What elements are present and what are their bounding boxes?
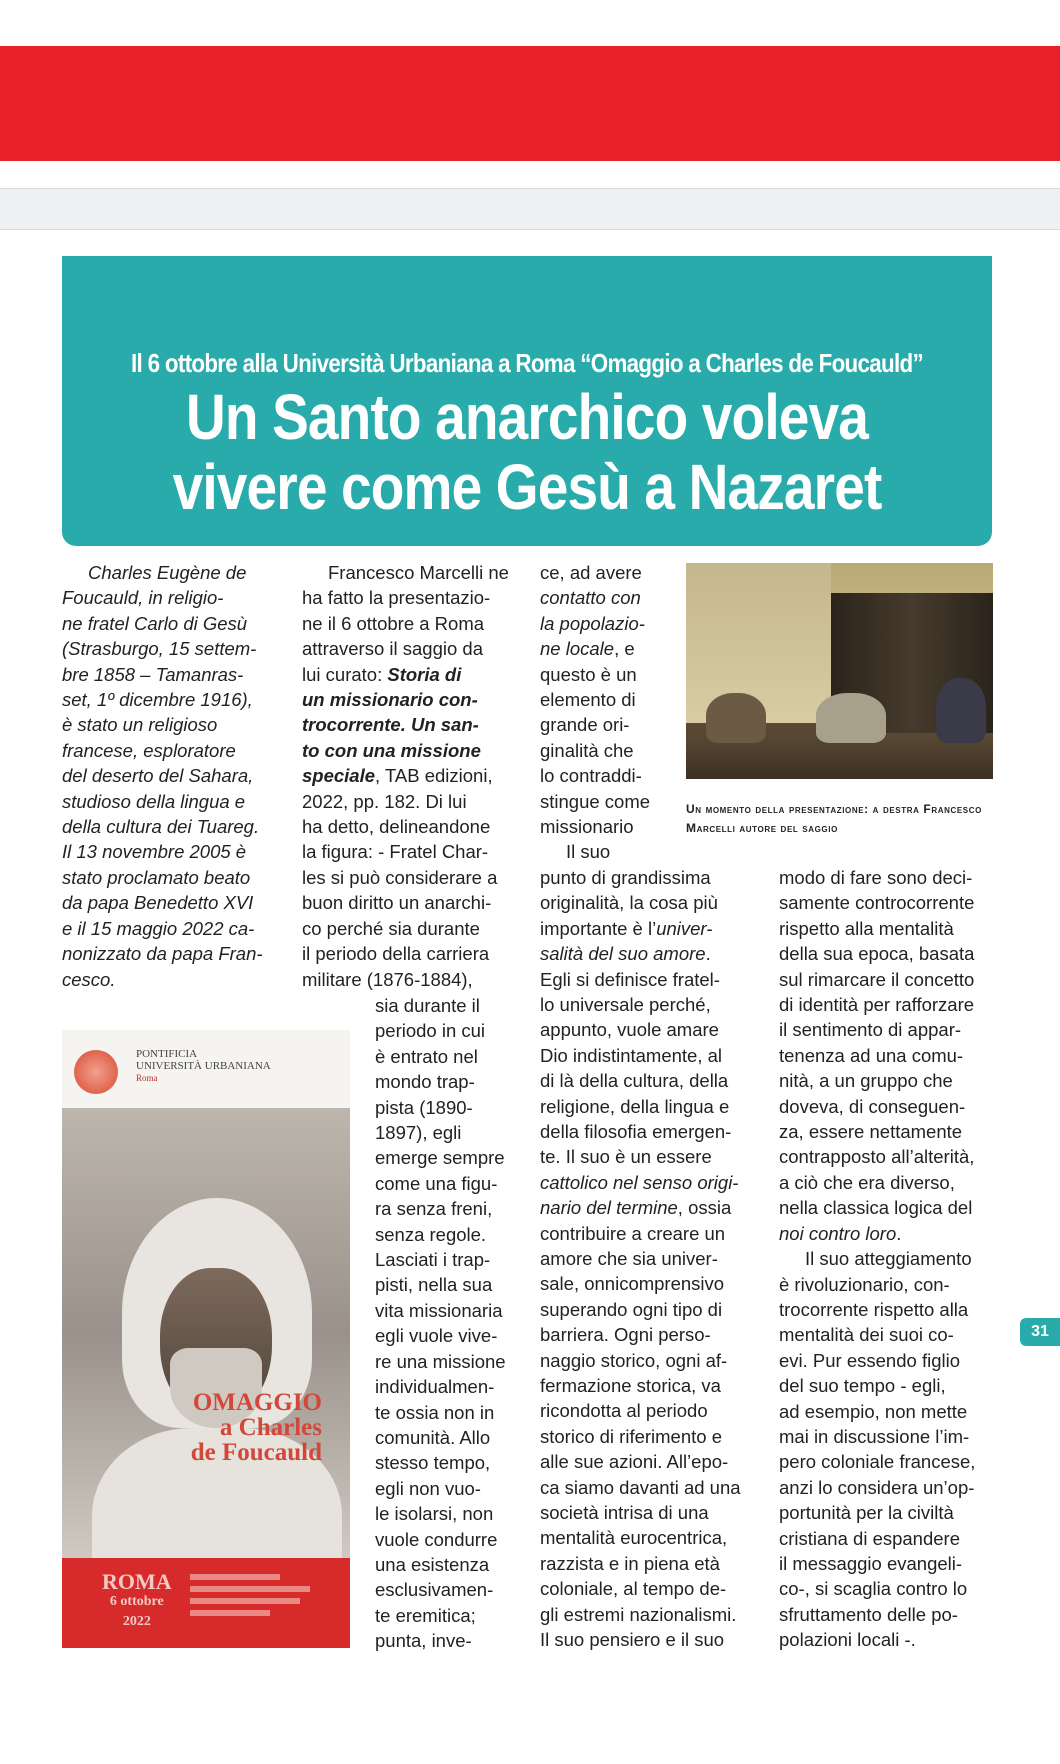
university-name xyxy=(136,1048,271,1084)
body-column-2 xyxy=(302,560,516,992)
body-line: barriera. Ogni perso- xyxy=(540,1324,711,1346)
headline-line-2: vivere come Gesù a Nazaret xyxy=(172,451,882,523)
body-line: contatto con xyxy=(540,587,641,609)
university-city: Roma xyxy=(136,1073,158,1083)
body-line: sale, onnicomprensivo xyxy=(540,1273,725,1295)
body-line: lo contraddi- xyxy=(540,765,642,787)
body-line: modo di fare sono deci- xyxy=(779,867,973,888)
intro-line: bre 1858 – Tamanras- xyxy=(62,663,244,685)
title-banner xyxy=(62,256,992,546)
body-line: contrapposto all’alterità, xyxy=(779,1146,975,1168)
body-line: vuole condurre xyxy=(375,1528,498,1550)
body-line: co-, si scaglia contro lo xyxy=(779,1578,968,1600)
body-line: re una missione xyxy=(375,1350,506,1372)
body-column-3-narrow xyxy=(540,560,662,865)
intro-line: nonizzato da papa Fran- xyxy=(62,943,263,965)
body-line: comunità. Allo xyxy=(375,1426,491,1448)
poster-city: ROMA xyxy=(102,1569,172,1594)
body-line: il periodo della carriera xyxy=(302,943,490,965)
body-line xyxy=(302,662,516,687)
body-line: ad esempio, non mette xyxy=(779,1400,968,1422)
body-line: attraverso il saggio da xyxy=(302,638,483,660)
body-line: la popolazio- xyxy=(540,612,645,634)
university-name-line: PONTIFICIA xyxy=(136,1048,198,1060)
body-line: cattolico nel senso origi- xyxy=(540,1171,739,1193)
body-line: periodo in cui xyxy=(375,1020,486,1042)
body-line: storico di riferimento e xyxy=(540,1425,722,1447)
body-line: sfruttamento delle po- xyxy=(779,1603,958,1625)
body-line: doveva, di conseguen- xyxy=(779,1095,966,1117)
intro-line: studioso della lingua e xyxy=(62,790,246,812)
intro-column xyxy=(62,560,276,992)
intro-line: (Strasburgo, 15 settem- xyxy=(62,638,257,660)
body-column-2-continued xyxy=(375,993,516,1654)
body-line: mai in discussione l’im- xyxy=(779,1425,970,1447)
body-line: anzi lo considera un’op- xyxy=(779,1476,975,1498)
body-line: 2022, pp. 182. Di lui xyxy=(302,790,467,812)
event-poster xyxy=(62,1030,350,1648)
body-line: punto di grandissima xyxy=(540,866,711,888)
intro-line: set, 1º dicembre 1916), xyxy=(62,689,253,711)
poster-title-line: de Foucauld xyxy=(190,1439,322,1466)
book-title: trocorrente. Un san- xyxy=(302,714,479,736)
body-line: te eremitica; xyxy=(375,1604,476,1626)
body-line: stingue come xyxy=(540,790,651,812)
body-line: punta, inve- xyxy=(375,1630,472,1652)
photo-person xyxy=(706,693,766,743)
body-line: te. Il suo è un essere xyxy=(540,1146,712,1168)
body-line: il sentimento di appar- xyxy=(779,1019,962,1041)
kicker: Il 6 ottobre alla Università Urbaniana a Roma “Omaggio a Charles de Foucauld” xyxy=(131,348,923,378)
body-line: Dio indistintamente, al xyxy=(540,1044,723,1066)
body-line: della sua epoca, basata xyxy=(779,943,975,965)
body-line: buon diritto un anarchi- xyxy=(302,892,492,914)
intro-line: Foucauld, in religio- xyxy=(62,587,224,609)
intro-line: Il 13 novembre 2005 è xyxy=(62,841,247,863)
body-line: grande ori- xyxy=(540,714,630,736)
body-line: questo è un xyxy=(540,663,637,685)
poster-day: 6 ottobre xyxy=(109,1594,164,1609)
body-line: del suo tempo - egli, xyxy=(779,1375,946,1397)
intro-line: della cultura dei Tuareg. xyxy=(62,816,260,838)
body-line: la figura: - Fratel Char- xyxy=(302,841,489,863)
grey-separator-bar xyxy=(0,188,1060,230)
body-line: una esistenza xyxy=(375,1553,490,1575)
body-line: Il suo xyxy=(566,841,611,863)
body-line xyxy=(302,763,516,788)
body-line: della filosofia emergen- xyxy=(540,1120,732,1142)
body-line: di identità per rafforzare xyxy=(779,994,975,1016)
page-top-margin xyxy=(0,0,1060,46)
body-line xyxy=(540,941,752,966)
body-line: pista (1890- xyxy=(375,1096,473,1118)
text-run: ne locale xyxy=(540,638,615,660)
body-line: 1897), egli xyxy=(375,1122,462,1144)
body-line: razzista e in piena età xyxy=(540,1552,720,1574)
body-line: coloniale, al tempo de- xyxy=(540,1578,727,1600)
presentation-photo xyxy=(686,563,993,779)
body-line: co perché sia durante xyxy=(302,917,480,939)
body-line: militare (1876-1884), xyxy=(302,968,473,990)
text-run: . xyxy=(896,1222,902,1244)
book-title: un missionario con- xyxy=(302,689,478,711)
body-line: nità, a un gruppo che xyxy=(779,1070,953,1092)
body-line: ha detto, delineandone xyxy=(302,816,491,838)
body-line: Francesco Marcelli ne xyxy=(328,562,509,583)
body-line: egli non vuo- xyxy=(375,1477,481,1499)
body-line: ca siamo davanti ad una xyxy=(540,1476,741,1498)
body-line: alle sue azioni. All’epo- xyxy=(540,1451,729,1473)
body-line xyxy=(540,636,662,661)
body-line: a ciò che era diverso, xyxy=(779,1171,955,1193)
body-line: amore che sia univer- xyxy=(540,1247,718,1269)
body-line: esclusivamen- xyxy=(375,1579,494,1601)
body-line: Il suo pensiero e il suo xyxy=(540,1629,725,1651)
body-line: appunto, vuole amare xyxy=(540,1019,719,1041)
body-line: contribuire a creare un xyxy=(540,1222,726,1244)
body-line: è rivoluzionario, con- xyxy=(779,1273,950,1295)
text-run: , ossia xyxy=(677,1197,732,1219)
photo-caption: Un momento della presentazione: a destra Francesco Marcelli autore del saggio xyxy=(686,802,982,835)
body-line xyxy=(779,1221,993,1246)
body-line: il messaggio evangeli- xyxy=(779,1552,963,1574)
body-line: naggio storico, ogni af- xyxy=(540,1349,728,1371)
body-line: sia durante il xyxy=(375,995,480,1016)
body-line: le isolarsi, non xyxy=(375,1503,494,1525)
body-line xyxy=(540,916,752,941)
body-line: di là della cultura, della xyxy=(540,1070,729,1092)
body-line: gli estremi nazionalismi. xyxy=(540,1603,737,1625)
body-line: vita missionaria xyxy=(375,1299,503,1321)
body-line: nella classica logica del xyxy=(779,1197,973,1219)
body-line: za, essere nettamente xyxy=(779,1121,963,1143)
text-run: . xyxy=(705,943,711,965)
body-line: ricondotta al periodo xyxy=(540,1400,708,1422)
red-header-band xyxy=(0,46,1060,161)
body-line: mentalità dei suoi co- xyxy=(779,1324,954,1346)
headline xyxy=(127,382,927,522)
intro-line: Charles Eugène de xyxy=(88,562,247,583)
text-run: noi contro loro xyxy=(779,1222,897,1244)
body-line: ce, ad avere xyxy=(540,562,642,583)
body-line: rispetto alla mentalità xyxy=(779,917,954,939)
body-line: ginalità che xyxy=(540,739,634,761)
text-run: , e xyxy=(614,638,635,660)
body-line: cristiana di espandere xyxy=(779,1527,960,1549)
book-title: speciale xyxy=(302,765,376,787)
foucauld-portrait xyxy=(62,1108,350,1558)
body-line: elemento di xyxy=(540,689,636,711)
intro-line: del deserto del Sahara, xyxy=(62,765,254,787)
intro-line: ne fratel Carlo di Gesù xyxy=(62,612,248,634)
poster-title-line: a Charles xyxy=(219,1414,322,1441)
photo-person xyxy=(816,693,886,743)
body-line: trocorrente rispetto alla xyxy=(779,1298,969,1320)
body-line: sul rimarcare il concetto xyxy=(779,968,975,990)
body-line: religione, della lingua e xyxy=(540,1095,730,1117)
body-line: mentalità eurocentrica, xyxy=(540,1527,728,1549)
body-line: ne il 6 ottobre a Roma xyxy=(302,612,485,634)
body-line: Egli si definisce fratel- xyxy=(540,968,720,990)
text-run: salità del suo amore xyxy=(540,943,706,965)
body-line: pero coloniale francese, xyxy=(779,1451,976,1473)
body-line: pisti, nella sua xyxy=(375,1274,493,1296)
body-line: evi. Pur essendo figlio xyxy=(779,1349,960,1371)
body-line: originalità, la cosa più xyxy=(540,892,718,914)
page-number: 31 xyxy=(1020,1318,1060,1346)
text-run: nario del termine xyxy=(540,1197,678,1219)
poster-venue-info xyxy=(190,1574,330,1616)
intro-line: cesco. xyxy=(62,968,116,990)
body-line: come una figu- xyxy=(375,1172,498,1194)
book-title: to con una missione xyxy=(302,739,481,761)
intro-line: e il 15 maggio 2022 ca- xyxy=(62,917,255,939)
text-run: , TAB edizioni, xyxy=(375,765,493,787)
intro-line: è stato un religioso xyxy=(62,714,218,736)
poster-footer xyxy=(62,1558,350,1648)
body-line: superando ogni tipo di xyxy=(540,1298,723,1320)
book-title: Storia di xyxy=(387,663,462,685)
body-line: portunità per la civiltà xyxy=(779,1502,954,1524)
body-line: stesso tempo, xyxy=(375,1452,491,1474)
university-logo-icon xyxy=(74,1050,118,1094)
poster-date xyxy=(102,1569,172,1632)
body-line: senza regole. xyxy=(375,1223,487,1245)
poster-title-line: OMAGGIO xyxy=(192,1389,322,1416)
body-line: ra senza freni, xyxy=(375,1198,493,1220)
university-name-line: UNIVERSITÀ URBANIANA xyxy=(136,1060,271,1072)
intro-line: francese, esploratore xyxy=(62,739,236,761)
body-line: ha fatto la presentazio- xyxy=(302,587,491,609)
body-line: tenenza ad una comu- xyxy=(779,1044,964,1066)
body-line: samente controcorrente xyxy=(779,892,975,914)
body-line: egli vuole vive- xyxy=(375,1325,498,1347)
body-line: fermazione storica, va xyxy=(540,1375,721,1396)
intro-line: stato proclamato beato xyxy=(62,866,251,888)
body-line xyxy=(540,1195,752,1220)
body-line: missionario xyxy=(540,816,634,838)
headline-line-1: Un Santo anarchico voleva xyxy=(185,381,869,453)
poster-year: 2022 xyxy=(122,1614,151,1629)
body-line: polazioni locali -. xyxy=(779,1629,916,1651)
body-line: les si può considerare a xyxy=(302,866,498,888)
body-line: Il suo atteggiamento xyxy=(805,1248,972,1270)
body-line: società intrisa di una xyxy=(540,1502,709,1524)
body-column-4 xyxy=(779,865,993,1653)
body-line: è entrato nel xyxy=(375,1045,478,1067)
text-run: importante è l’ xyxy=(540,917,657,939)
body-line: lo universale perché, xyxy=(540,993,711,1015)
text-run: lui curato: xyxy=(302,663,388,685)
body-line: mondo trap- xyxy=(375,1071,475,1093)
photo-person xyxy=(936,678,986,743)
intro-line: da papa Benedetto XVI xyxy=(62,892,254,914)
body-line: emerge sempre xyxy=(375,1147,505,1169)
text-run: univer- xyxy=(656,917,713,939)
body-line: individualmen- xyxy=(375,1376,495,1398)
poster-title xyxy=(191,1390,322,1465)
body-line: te ossia non in xyxy=(375,1401,495,1423)
body-line: Lasciati i trap- xyxy=(375,1249,491,1271)
